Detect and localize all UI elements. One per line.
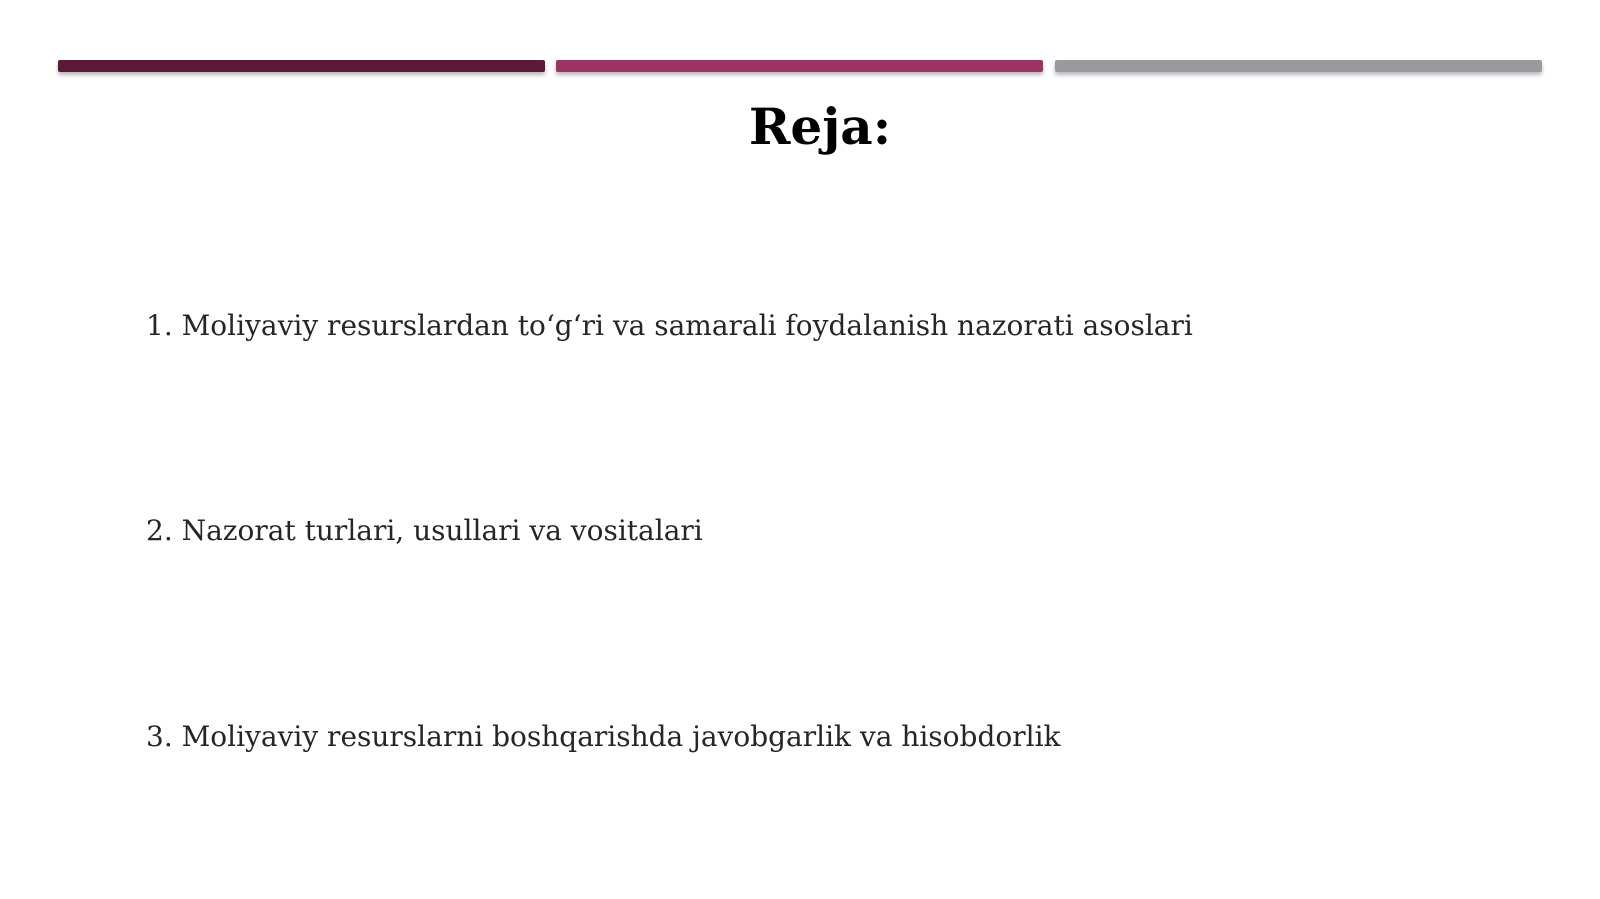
plan-item-2: 2. Nazorat turlari, usullari va vositalari bbox=[146, 514, 703, 547]
slide-title: Reja: bbox=[748, 97, 892, 156]
accent-bar-dark bbox=[58, 60, 545, 72]
accent-bar-gray bbox=[1055, 60, 1542, 72]
accent-bar-magenta bbox=[556, 60, 1043, 72]
plan-item-3: 3. Moliyaviy resurslarni boshqarishda javobgarlik va hisobdorlik bbox=[146, 720, 1061, 753]
plan-item-1: 1. Moliyaviy resurslardan to‘g‘ri va samarali foydalanish nazorati asoslari bbox=[146, 309, 1193, 342]
